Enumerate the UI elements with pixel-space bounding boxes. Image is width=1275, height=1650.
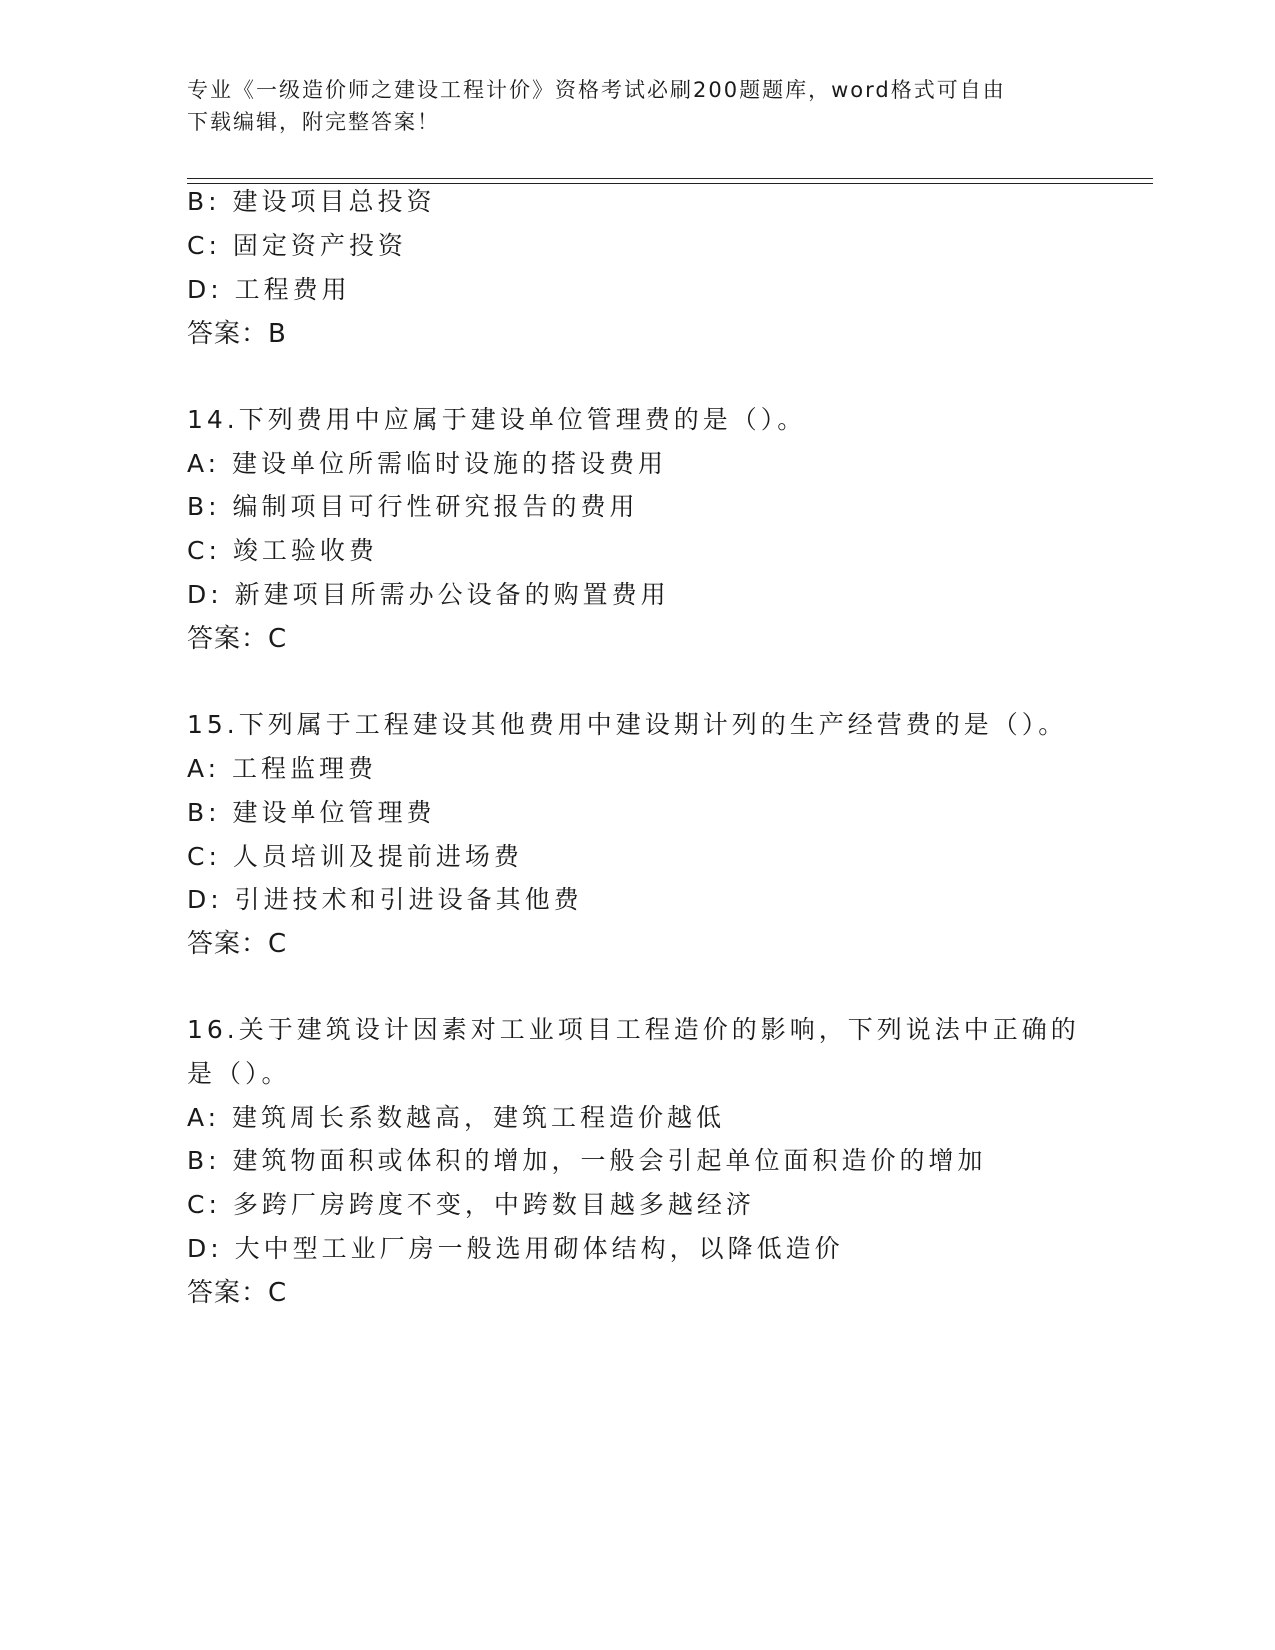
header-divider-top [187, 178, 1153, 179]
header-line-1: 专业《一级造价师之建设工程计价》资格考试必刷200题题库，word格式可自由 [187, 78, 1006, 102]
q14-option-c: C: 竣工验收费 [187, 536, 378, 565]
q14-option-b: B: 编制项目可行性研究报告的费用 [187, 492, 639, 521]
q15-option-c: C: 人员培训及提前进场费 [187, 842, 523, 871]
q15-option-a: A: 工程监理费 [187, 754, 378, 783]
q16-option-a: A: 建筑周长系数越高，建筑工程造价越低 [187, 1103, 726, 1132]
q14-stem: 14.下列费用中应属于建设单位管理费的是（）。 [187, 405, 807, 434]
header-divider-bottom [187, 183, 1153, 184]
document-header [187, 74, 1087, 138]
q16-stem-line-2: 是（）。 [187, 1059, 291, 1088]
q15-stem: 15.下列属于工程建设其他费用中建设期计列的生产经营费的是（）。 [187, 710, 1068, 739]
q15-option-b: B: 建设单位管理费 [187, 798, 436, 827]
q16-stem-line-1: 16.关于建筑设计因素对工业项目工程造价的影响，下列说法中正确的 [187, 1015, 1080, 1044]
q14-option-d: D: 新建项目所需办公设备的购置费用 [187, 580, 670, 609]
q13-option-c: C: 固定资产投资 [187, 231, 407, 260]
q15-option-d: D: 引进技术和引进设备其他费 [187, 885, 583, 914]
q13-option-b: B: 建设项目总投资 [187, 187, 436, 216]
header-line-2: 下载编辑，附完整答案！ [187, 110, 440, 134]
q15-answer: 答案：C [187, 929, 288, 959]
q16-answer: 答案：C [187, 1278, 288, 1308]
q13-answer: 答案：B [187, 319, 287, 349]
q16-option-b: B: 建筑物面积或体积的增加，一般会引起单位面积造价的增加 [187, 1146, 987, 1175]
q13-option-d: D: 工程费用 [187, 275, 351, 304]
q16-option-d: D: 大中型工业厂房一般选用砌体结构，以降低造价 [187, 1234, 844, 1263]
q14-answer: 答案：C [187, 624, 288, 654]
q16-option-c: C: 多跨厂房跨度不变，中跨数目越多越经济 [187, 1190, 755, 1219]
q14-option-a: A: 建设单位所需临时设施的搭设费用 [187, 449, 668, 478]
